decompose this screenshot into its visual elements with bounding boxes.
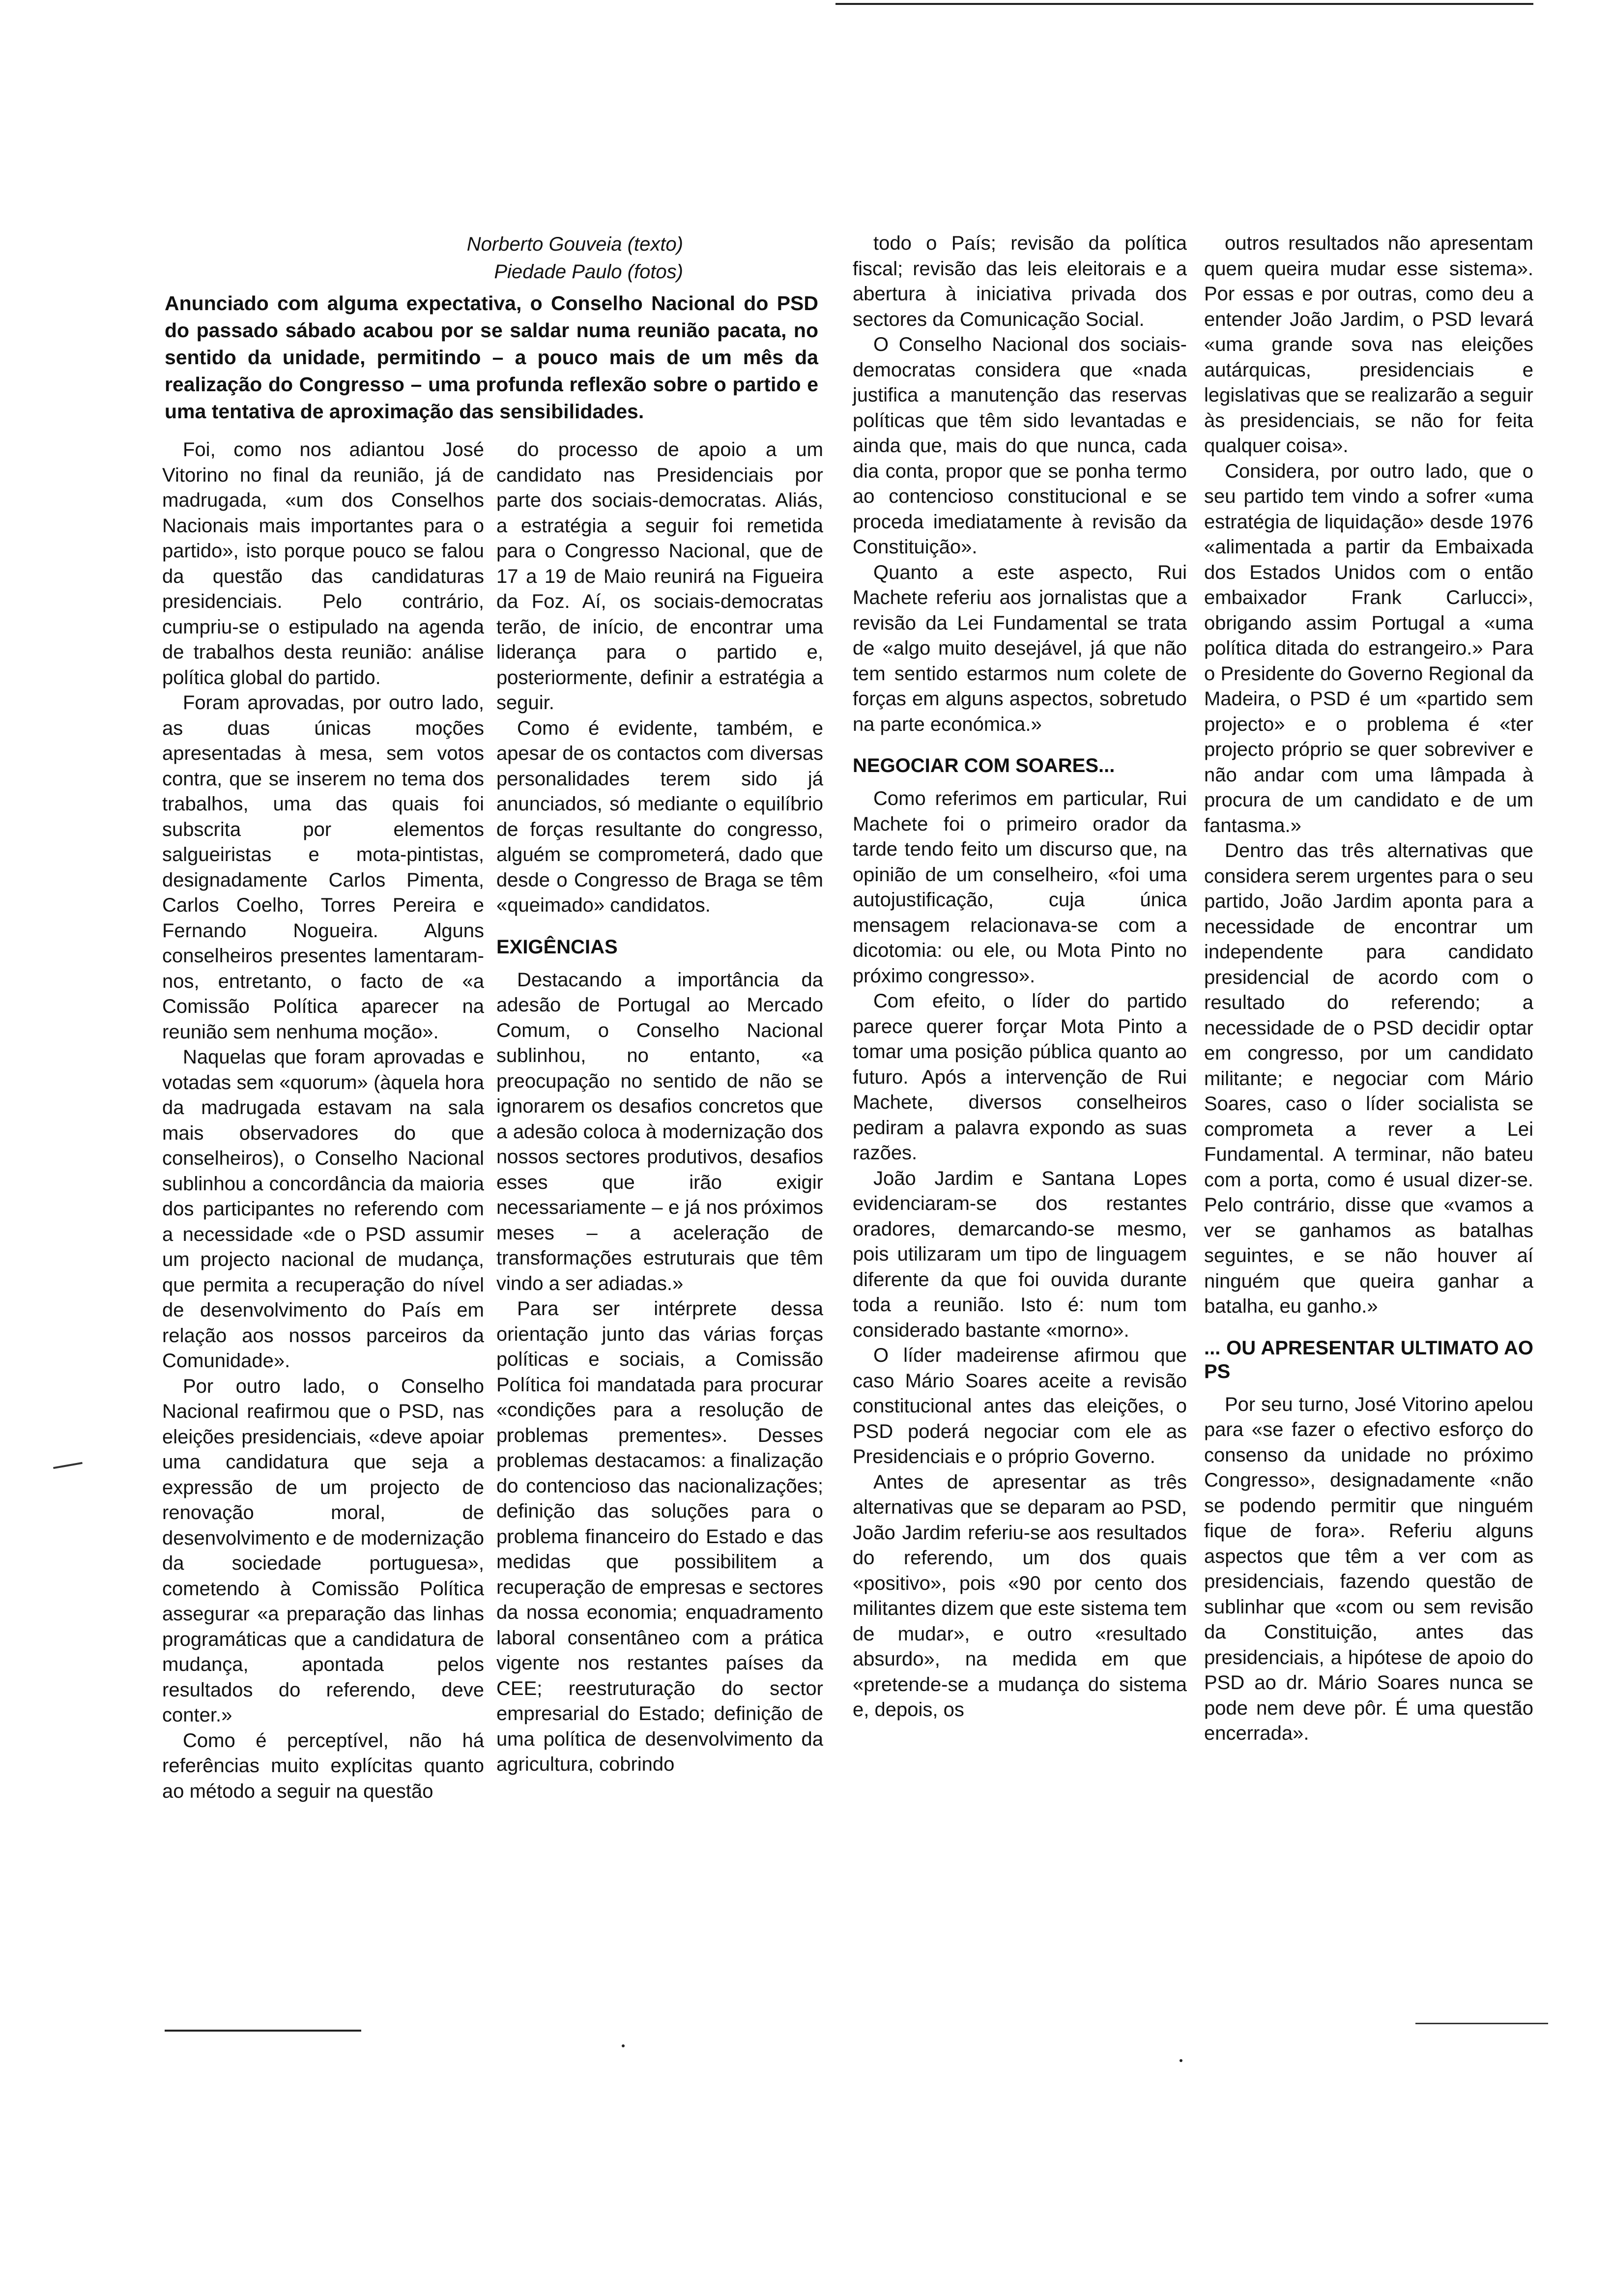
article-paragraph: Como é evidente, também, e apesar de os contactos com diversas personalidades terem sido já anunciados, só mediante o equilíbrio de forças resultante do congresso, alguém se comprometerá, dado que desde o Congresso de Braga se têm «queimado» candidatos. [496,717,823,916]
byline-author: Norberto Gouveia (texto) [466,233,683,255]
article-paragraph: Dentro das três alternativas que considera serem urgentes para o seu partido, João Jardim aponta para a necessidade de encontrar um independente para candidato presidencial de acordo com o resultado do referendo; a necessidade de o PSD decidir optar em congresso, por um candidato militante; e negociar com Mário Soares, caso o líder socialista se comprometa a rever a Lei Fundamental. A terminar, não bateu com a porta, como é usual dizer-se. Pelo contrário, disse que «vamos a ver se ganhamos as batalhas seguintes, e se não houver aí ninguém que queira ganhar a batalha, eu ganho.» [1204,840,1533,1317]
article-paragraph: Naquelas que foram aprovadas e votadas sem «quorum» (àquela hora da madrugada estavam na sala mais observadores do que conselheiros), o Conselho Nacional sublinhou a concordância da maioria dos participantes no referendo com a necessidade «de o PSD assumir um projecto nacional de mudança, que permita a recuperação do nível de desenvolvimento do País em relação aos nossos parceiros da Comunidade». [162,1046,484,1372]
section-heading: EXIGÊNCIAS [496,936,618,958]
dot-mark [1180,2059,1182,2062]
article-paragraph: Foi, como nos adiantou José Vitorino no final da reunião, já de madrugada, «um dos Conselhos Nacionais mais importantes para o partido», isto porque pouco se falou da questão das candidaturas presidenciais. Pelo contrário, cumpriu-se o estipulado na agenda de trabalhos desta reunião: análise política global do partido. [162,439,484,689]
article-paragraph: Como é perceptível, não há referências muito explícitas quanto ao método a seguir na questão [162,1729,484,1802]
article-paragraph: João Jardim e Santana Lopes evidenciaram-se dos restantes oradores, demarcando-se mesmo, pois utilizaram um tipo de linguagem diferente da que foi ouvida durante toda a reunião. Isto é: num tom considerado bastante «morno». [853,1167,1187,1341]
section-heading: ... OU APRESENTAR ULTIMATO AO PS [1204,1337,1533,1382]
article-column-1 [162,437,484,1804]
article-paragraph: todo o País; revisão da política fiscal; revisão das leis eleitorais e a abertura à iniciativa privada dos sectores da Comunicação Social. [853,232,1187,330]
article-paragraph: Como referimos em particular, Rui Machete foi o primeiro orador da tarde tendo feito um discurso que, na opinião de um conselheiro, «foi uma autojustificação, cuja única mensagem relacionava-se com a dicotomia: ou ele, ou Mota Pinto no próximo congresso». [853,788,1187,987]
section-heading: NEGOCIAR COM SOARES... [853,755,1115,776]
article-paragraph: Antes de apresentar as três alternativas que se deparam ao PSD, João Jardim referiu-se aos resultados do referendo, um dos quais «positivo», pois «90 por cento dos militantes dizem que este sistema tem de mudar», e outro «resultado absurdo», na medida em que «pretende-se a mudança do sistema e, depois, os [853,1471,1187,1721]
article-paragraph: Com efeito, o líder do partido parece querer forçar Mota Pinto a tomar uma posição pública quanto ao futuro. Após a intervenção de Rui Machete, diversos conselheiros pediram a palavra expondo as suas razões. [853,990,1187,1164]
bottom-rule-right [1415,2023,1548,2024]
bottom-rule [165,2030,361,2032]
article-paragraph: Por outro lado, o Conselho Nacional reafirmou que o PSD, nas eleições presidenciais, «deve apoiar uma candidatura que seja a expressão de um projecto de renovação moral, de desenvolvimento e de modernização da sociedade portuguesa», cometendo à Comissão Política assegurar «a preparação das linhas programáticas que a candidatura de mudança, apontada pelos resultados do referendo, deve conter.» [162,1375,484,1726]
article-column-4 [1204,231,1533,1747]
article-paragraph: O Conselho Nacional dos sociais-democratas considera que «nada justifica a manutenção das reservas políticas que têm sido levantadas e ainda que, mais do que nunca, cada dia conta, propor que se ponha termo ao contencioso constitucional e se proceda imediatamente à revisão da Constituição». [853,334,1187,558]
top-rule [835,3,1533,5]
article-paragraph: Para ser intérprete dessa orientação junto das várias forças políticas e sociais, a Comissão Política foi mandatada para procurar «condições para a resolução de problemas prementes». Desses problemas destacamos: a finalização do contencioso das nacionalizações; definição das soluções para o problema financeiro do Estado e das medidas que possibilitem a recuperação de empresas e sectores da nossa economia; enquadramento laboral consentâneo com a prática vigente nos restantes países da CEE; reestruturação do sector empresarial do Estado; definição de uma política de desenvolvimento da agricultura, cobrindo [496,1298,823,1775]
article-column-2 [496,437,823,1778]
article-paragraph: do processo de apoio a um candidato nas Presidenciais por parte dos sociais-democratas. Aliás, a estratégia a seguir foi remetida para o Congresso Nacional, que de 17 a 19 de Maio reunirá na Figueira da Foz. Aí, os sociais-democratas terão, de início, de encontrar uma liderança para o partido e, posteriormente, definir a estratégia a seguir. [496,439,823,714]
article-column-3 [853,231,1187,1723]
article-paragraph: Por seu turno, José Vitorino apelou para «se fazer o efectivo esforço do consenso da unidade no próximo Congresso», designadamente «não se podendo permitir que ninguém fique de fora». Referiu alguns aspectos que têm a ver com as presidenciais, fazendo questão de sublinhar que «com ou sem revisão da Constituição, antes das presidenciais, a hipótese de apoio do PSD ao dr. Mário Soares nunca se pode nem deve pôr. É uma questão encerrada». [1204,1393,1533,1744]
article-paragraph: Considera, por outro lado, que o seu partido tem vindo a sofrer «uma estratégia de liquidação» desde 1976 «alimentada a partir da Embaixada dos Estados Unidos com o então embaixador Frank Carlucci», obrigando assim Portugal a «uma política ditada do estrangeiro.» Para o Presidente do Governo Regional da Madeira, o PSD é um «partido sem projecto» e o problema é «ter projecto próprio se quer sobreviver e não andar com uma lâmpada à procura de um candidato e de um fantasma.» [1204,460,1533,836]
article-paragraph: Destacando a importância da adesão de Portugal ao Mercado Comum, o Conselho Nacional sublinhou, no entanto, «a preocupação no sentido de não se ignorarem os desafios concretos que a adesão coloca à modernização dos nossos sectores produtivos, desafios esses que irão exigir necessariamente – e já nos próximos meses – a aceleração de transformações estruturais que têm vindo a ser adiadas.» [496,969,823,1294]
byline-photos: Piedade Paulo (fotos) [494,261,683,283]
article-paragraph: Foram aprovadas, por outro lado, as duas únicas moções apresentadas à mesa, sem votos contra, que se inserem no tema dos trabalhos, uma das quais foi subscrita por elementos salgueiristas e mota-pintistas, designadamente Carlos Pimenta, Carlos Coelho, Torres Pereira e Fernando Nogueira. Alguns conselheiros presentes lamentaram-nos, entretanto, o facto de «a Comissão Política aparecer na reunião sem nenhuma moção». [162,692,484,1043]
margin-mark [53,1462,83,1469]
dot-mark [622,2044,625,2047]
article-paragraph: O líder madeirense afirmou que caso Mário Soares aceite a revisão constitucional antes das eleições, o PSD poderá negociar com ele as Presidenciais e o próprio Governo. [853,1345,1187,1467]
lead-paragraph: Anunciado com alguma expectativa, o Conselho Nacional do PSD do passado sábado acabou por se saldar numa reunião pacata, no sentido da unidade, permitindo – a pouco mais de um mês da realização do Congresso – uma profunda reflexão sobre o partido e uma tentativa de aproximação das sensibilidades. [165,292,818,423]
article-paragraph: outros resultados não apresentam quem queira mudar esse sistema». Por essas e por outras, como deu a entender João Jardim, o PSD levará «uma grande sova nas eleições autárquicas, presidenciais e legislativas que se realizarão a seguir às presidenciais, se não for feita qualquer coisa». [1204,232,1533,457]
article-paragraph: Quanto a este aspecto, Rui Machete referiu aos jornalistas que a revisão da Lei Fundamental se trata de «algo muito desejável, já que não tem sentido estarmos num colete de forças em alguns aspectos, sobretudo na parte económica.» [853,561,1187,735]
